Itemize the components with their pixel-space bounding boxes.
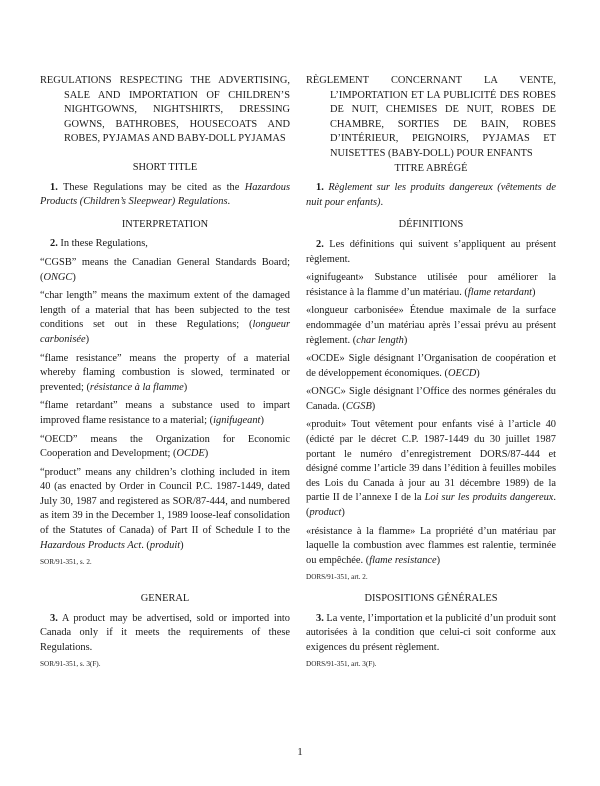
act-name: Loi sur les produits dangereux	[424, 492, 554, 504]
history-note-s3-en: SOR/91-351, s. 3(F).	[40, 660, 101, 669]
french-column	[306, 74, 556, 582]
history-note-s3-fr: DORS/91-351, art. 3(F).	[306, 660, 377, 669]
definition-ongc	[306, 385, 556, 414]
punctuation: )	[72, 271, 76, 283]
definition-text: “flame resistance” means the property of a material whereby flaming combustion is slowed, terminated or prevented; (	[40, 352, 290, 393]
section-text: La vente, l’importation et la publicité d’un produit sont autorisées à la condition que celui-ci soit conforme aux exigences du présent règlement.	[306, 612, 556, 653]
french-term: résistance à la flamme	[89, 381, 184, 393]
punctuation: )	[403, 334, 408, 346]
punctuation: )	[341, 507, 345, 519]
history-note-s2-fr: DORS/91-351, art. 2.	[306, 573, 368, 582]
section-text: These Regulations may be cited as the	[63, 181, 240, 193]
page-number: 1	[297, 746, 303, 758]
definition-flame-resistance	[40, 352, 290, 396]
punctuation: )	[532, 286, 536, 298]
french-term: OCDE	[176, 448, 205, 460]
definition-resistance-flamme	[306, 525, 556, 569]
punctuation: )	[183, 381, 188, 393]
definition-char-length	[40, 289, 290, 347]
english-term: OECD	[447, 367, 477, 379]
punctuation: )	[260, 414, 264, 426]
definition-text: «ONGC» Sigle désignant l’Office des normes générales du Canada. (	[306, 386, 556, 412]
french-term: ignifugeant	[213, 414, 261, 426]
definition-text: “CGSB” means the Canadian General Standards Board; (	[40, 256, 290, 283]
definition-flame-retardant	[40, 399, 290, 428]
english-term: product	[309, 507, 342, 519]
punctuation: . (	[141, 539, 150, 551]
general-section-fr	[306, 592, 556, 669]
act-name: Hazardous Products Act	[40, 539, 142, 551]
section-number: 2.	[50, 238, 58, 250]
section-2-en	[40, 237, 290, 252]
definition-longueur-carbonisee	[306, 304, 556, 348]
definition-ocde	[306, 352, 556, 381]
punctuation: )	[476, 367, 480, 379]
section-number: 2.	[316, 238, 324, 250]
section-3-fr	[306, 612, 556, 656]
definition-ignifugeant	[306, 271, 556, 300]
definition-cgsb	[40, 256, 290, 285]
definition-produit	[306, 418, 556, 520]
general-heading-fr: DISPOSITIONS GÉNÉRALES	[364, 593, 498, 604]
definition-product	[40, 466, 290, 554]
section-1-fr	[306, 181, 556, 210]
definition-text: “char length” means the maximum extent of the damaged length of a material that has been subjected to the test conditions set out in these Regulations; (	[40, 290, 290, 331]
punctuation: )	[436, 554, 441, 566]
section-number: 3.	[316, 612, 324, 624]
definitions-heading-fr: DÉFINITIONS	[398, 219, 464, 231]
section-text: A product may be advertised, sold or imported into Canada only if it meets the requirements of these Regulations.	[40, 612, 290, 653]
section-1-en	[40, 181, 290, 210]
definition-text: “flame retardant” means a substance used to impart improved flame resistance to a material; (	[40, 400, 290, 426]
definition-text: «résistance à la flamme» La propriété d’un matériau par laquelle la combustion avec flammes est ralentie, terminée ou empêchée. (	[306, 525, 556, 566]
general-heading-en: GENERAL	[140, 593, 190, 604]
section-number: 3.	[50, 612, 58, 624]
regulation-name: Hazardous Products (Children’s Sleepwear) Regulations	[40, 181, 290, 208]
section-number: 1.	[316, 182, 324, 194]
punctuation: )	[371, 400, 376, 412]
punctuation: . (	[306, 492, 556, 519]
english-column	[40, 74, 290, 567]
english-term: CGSB	[345, 400, 372, 412]
regulation-title-fr: RÈGLEMENT CONCERNANT LA VENTE, L’IMPORTATION ET LA PUBLICITÉ DES ROBES DE NUIT, CHEMISES DE NUIT, ROBES DE CHAMBRE, SORTIES DE BAIN, ROBES D’INTÉRIEUR, PEIGNOIRS, PYJAMAS ET NUISETTES (BABY-DOLL) POUR ENFANTS	[306, 75, 556, 159]
section-2-fr	[306, 238, 556, 267]
definition-text: «longueur carbonisée» Étendue maximale de la surface endommagée d’un matériau après l’essai prévu au présent règlement. (	[306, 305, 556, 346]
definition-text: «OCDE» Sigle désignant l’Organisation de coopération et de développement économiques. (	[306, 353, 556, 379]
section-text: In these Regulations,	[60, 238, 148, 250]
punctuation: )	[204, 448, 209, 460]
section-number: 1.	[50, 181, 58, 193]
definition-text: “OECD” means the Organization for Economic Cooperation and Development; (	[40, 433, 290, 460]
english-term: char length	[356, 334, 404, 346]
french-term: ONGC	[43, 271, 73, 283]
regulation-title-en: REGULATIONS RESPECTING THE ADVERTISING, SALE AND IMPORTATION OF CHILDREN’S NIGHTGOWNS, NIGHTSHIRTS, DRESSING GOWNS, BATHROBES, HOUSECOATS AND ROBES, PYJAMAS AND BABY-DOLL PYJAMAS	[40, 75, 290, 145]
short-title-heading-fr: TITRE ABRÉGÉ	[394, 162, 468, 174]
punctuation: .	[380, 196, 384, 208]
definition-oecd	[40, 433, 290, 462]
history-note-s2-en: SOR/91-351, s. 2.	[40, 558, 92, 567]
punctuation: )	[85, 333, 90, 345]
english-term: flame resistance	[369, 554, 437, 566]
interpretation-heading-en: INTERPRETATION	[121, 218, 209, 230]
definition-text: «ignifugeant» Substance utilisée pour améliorer la résistance à la flamme d’un matériau. (	[306, 272, 556, 298]
section-3-en	[40, 612, 290, 656]
french-term: produit	[149, 539, 181, 551]
punctuation: .	[227, 196, 231, 208]
definition-text: “product” means any children’s clothing included in item 40 (as enacted by Order in Council P.C. 1987-1449, dated July 30, 1987 and registered as SOR/87-444, and numbered as item 39 in the December 1, 1989 loose-leaf consolidation of the Statutes of Canada) of Part II of Schedule I to the	[40, 466, 290, 537]
english-term: flame retardant	[467, 286, 533, 298]
punctuation: )	[180, 539, 184, 551]
section-text: Les définitions qui suivent s’appliquent au présent règlement.	[306, 238, 556, 265]
regulation-name: Règlement sur les produits dangereux (vêtements de nuit pour enfants)	[306, 182, 556, 208]
definition-text: «produit» Tout vêtement pour enfants visé à l’article 40 (édicté par le décret C.P. 1987-1449 du 30 juillet 1987 portant le numéro d’enregistrement DORS/87-444 et désigné comme l’article 39 dans l’édition à feuilles mobiles des Lois du Canada à jour au 31 décembre 1989) de la partie II de l’annexe I de la	[306, 419, 556, 504]
short-title-heading-en: SHORT TITLE	[132, 162, 198, 173]
general-section-en	[40, 592, 290, 669]
french-term: longueur carbonisée	[40, 319, 290, 345]
